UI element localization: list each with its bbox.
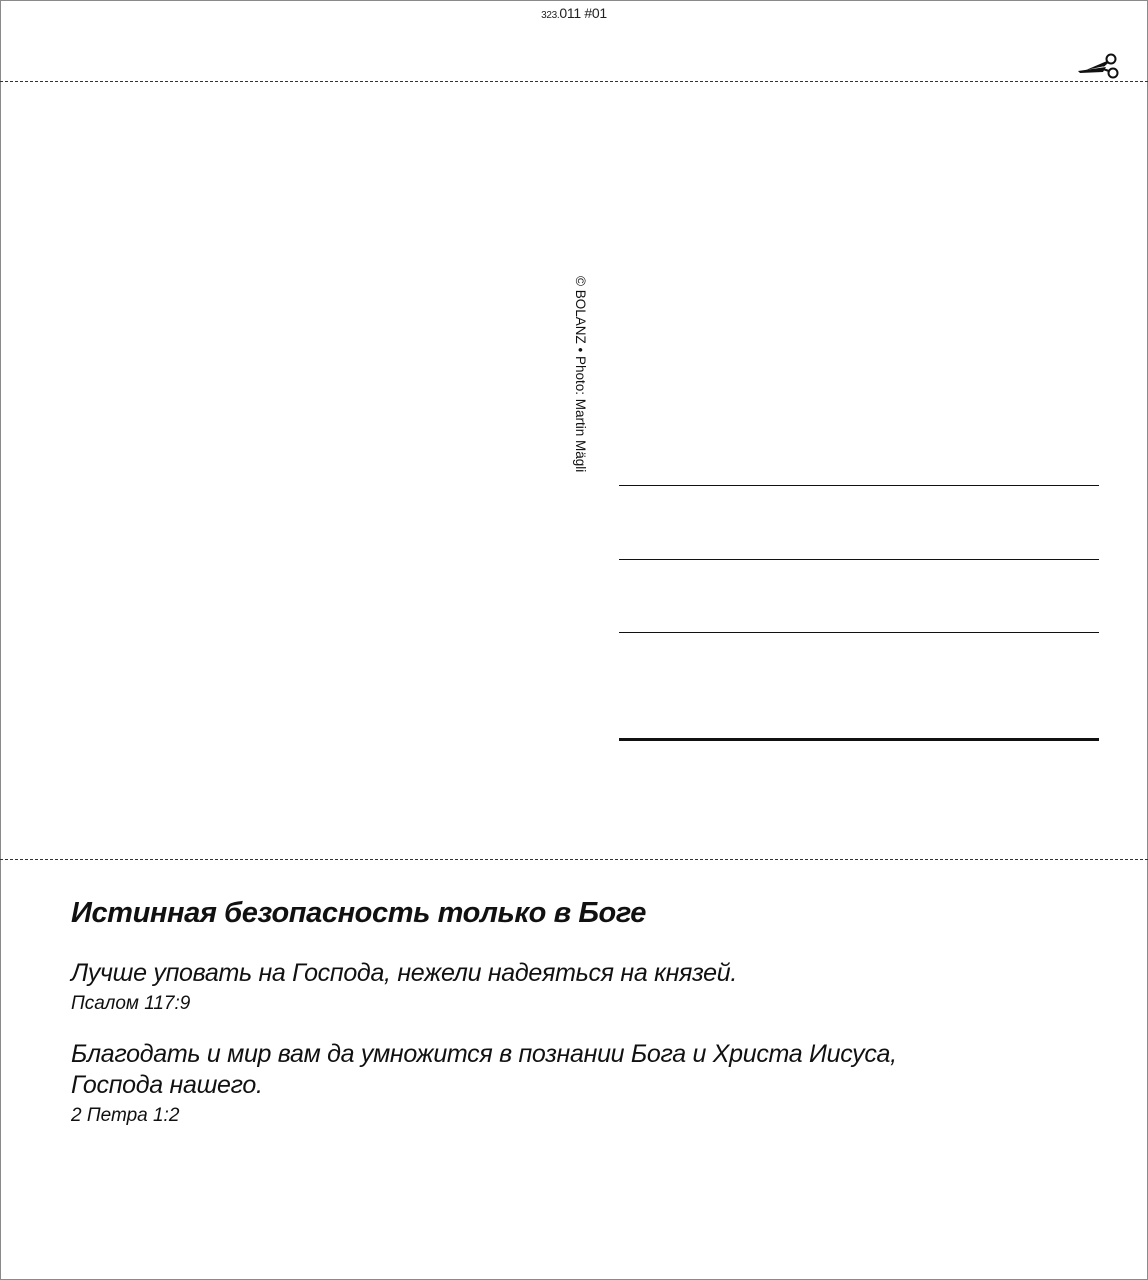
verse-1-text: Лучше уповать на Господа, нежели надеяться на князей.: [71, 959, 737, 987]
article-code-number: 011 #01: [559, 5, 607, 21]
scissors-icon: [1076, 52, 1120, 82]
photo-credit: [568, 276, 588, 486]
address-line-3: [619, 632, 1099, 633]
cut-line-top: [0, 81, 1148, 82]
message-heading: Истинная безопасность только в Боге: [71, 897, 646, 929]
verse-2-line-2: Господа нашего.: [71, 1071, 263, 1099]
article-code: [0, 5, 1148, 21]
verse-2-line-1: Благодать и мир вам да умножится в познании Бога и Христа Иисуса,: [71, 1040, 897, 1068]
article-code-prefix: 323.: [541, 10, 560, 21]
verse-1: [71, 958, 1071, 1019]
address-line-2: [619, 559, 1099, 560]
address-line-1: [619, 485, 1099, 486]
verse-2-reference: 2 Петра 1:2: [71, 1105, 180, 1126]
verse-1-reference: Псалом 117:9: [71, 993, 191, 1014]
cut-line-bottom: [0, 859, 1148, 860]
message-block: [71, 893, 1071, 1131]
address-line-4: [619, 738, 1099, 741]
photo-credit-text: © BOLANZ • Photo: Martin Mägli: [573, 276, 588, 473]
verse-2: [71, 1039, 1071, 1131]
